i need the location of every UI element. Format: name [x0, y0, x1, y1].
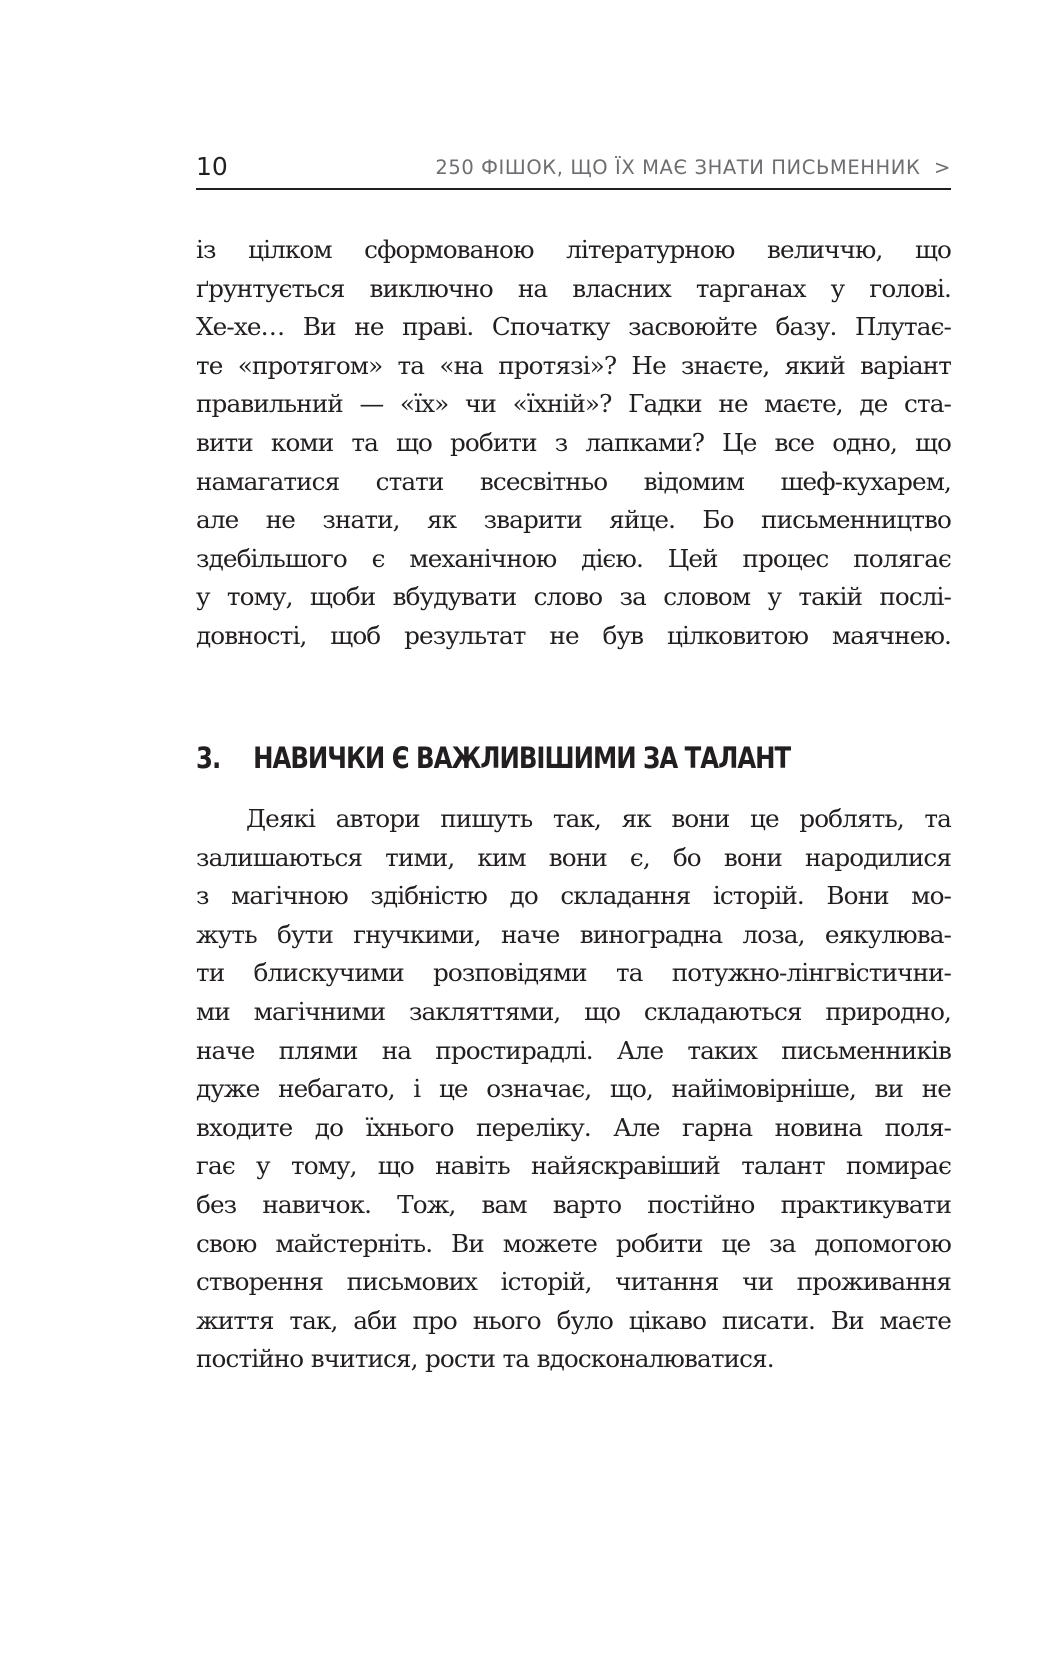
- text-line: ми магічними закляттями, що складаються природно,: [196, 996, 951, 1026]
- text-line: здебільшого є механічною дією. Цей процес полягає: [196, 543, 951, 573]
- text-line: ти блискучими розповідями та потужно-лінгвістични-: [196, 958, 951, 988]
- text-line: Деякі автори пишуть так, як вони це роблять, та: [246, 804, 951, 833]
- text-line: без навичок. Тож, вам варто постійно практикувати: [196, 1189, 951, 1219]
- chevron-right-icon: >: [934, 156, 951, 179]
- text-line: довності, щоб результат не був цілковитою маячнею.: [196, 620, 951, 650]
- text-line: те «протягом» та «на протязі»? Не знаєте, який варіант: [196, 350, 951, 380]
- text-line: свою майстерніть. Ви можете робити це за допомогою: [196, 1228, 951, 1258]
- text-line: залишаються тими, ким вони є, бо вони народилися: [196, 842, 951, 872]
- section-paragraph: [196, 800, 951, 1379]
- text-line: із цілком сформованою літературною величчю, що: [196, 235, 951, 264]
- running-title-text: 250 ФІШОК, ЩО ЇХ МАЄ ЗНАТИ ПИСЬМЕННИК: [435, 156, 921, 179]
- section-title: НАВИЧКИ Є ВАЖЛИВІШИМИ ЗА ТАЛАНТ: [253, 741, 791, 775]
- section-number: 3.: [196, 741, 221, 775]
- text-line: правильний — «їх» чи «їхній»? Гадки не маєте, де ста-: [196, 389, 951, 419]
- page-number: 10: [196, 152, 228, 181]
- text-line: гає у тому, що навіть найяскравіший талант помирає: [196, 1151, 951, 1181]
- text-line: але не знати, як зварити яйце. Бо письменництво: [196, 505, 951, 535]
- page-header: [196, 152, 951, 190]
- text-line: намагатися стати всесвітньо відомим шеф-кухарем,: [196, 466, 951, 496]
- text-line: ґрунтується виключно на власних тарганах у голові.: [196, 273, 951, 303]
- text-line: жуть бути гнучкими, наче виноградна лоза, еякулюва-: [196, 919, 951, 949]
- text-line: Хе-хе… Ви не праві. Спочатку засвоюйте базу. Плутає-: [196, 312, 951, 342]
- text-line: створення письмових історій, читання чи проживання: [196, 1267, 951, 1297]
- text-line: життя так, аби про нього було цікаво писати. Ви маєте: [196, 1305, 951, 1335]
- text-line: вити коми та що робити з лапками? Це все одно, що: [196, 427, 951, 457]
- text-line: входите до їхнього переліку. Але гарна новина поля-: [196, 1112, 951, 1142]
- section-heading: [196, 738, 830, 778]
- running-title: [435, 154, 951, 182]
- text-line: постійно вчитися, рости та вдосконалюватися.: [196, 1344, 774, 1374]
- text-line: у тому, щоби вбудувати слово за словом у такій послі-: [196, 582, 951, 612]
- text-line: дуже небагато, і це означає, що, найімовірніше, ви не: [196, 1074, 951, 1104]
- text-line: з магічною здібністю до складання історій. Вони мо-: [196, 881, 951, 911]
- text-line: наче плями на простирадлі. Але таких письменників: [196, 1035, 951, 1065]
- intro-paragraph: [196, 231, 951, 656]
